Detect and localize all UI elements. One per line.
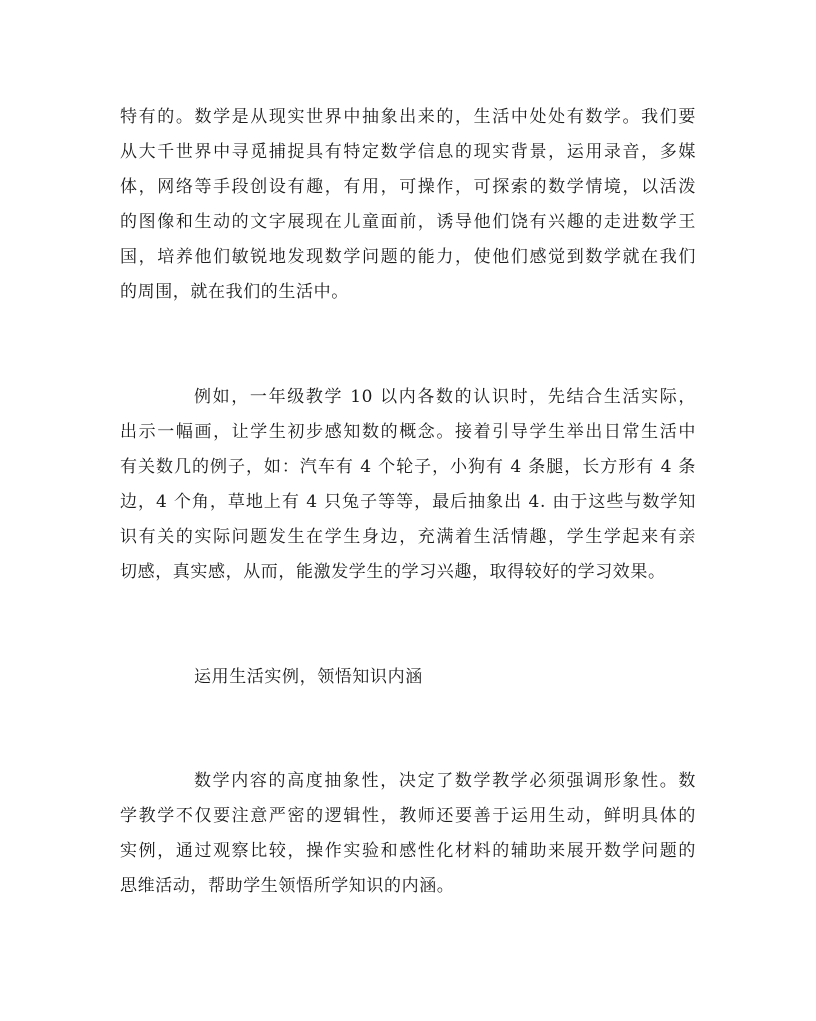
text-line: 识有关的实际问题发生在学生身边，充满着生活情趣，学生学起来有亲 bbox=[120, 527, 696, 547]
text-line: 边，4 个角，草地上有 4 只兔子等等，最后抽象出 4. 由于这些与数学知 bbox=[120, 492, 696, 512]
section-heading bbox=[120, 660, 696, 695]
paragraph-3 bbox=[120, 764, 696, 904]
text-line: 学教学不仅要注意严密的逻辑性，教师还要善于运用生动，鲜明具体的 bbox=[120, 806, 696, 826]
document-page bbox=[120, 100, 696, 904]
text-line: 体，网络等手段创设有趣，有用，可操作，可探索的数学情境，以活泼 bbox=[120, 177, 696, 197]
text-line: 的图像和生动的文字展现在儿童面前，诱导他们饶有兴趣的走进数学王 bbox=[120, 212, 696, 232]
text-line: 特有的。数学是从现实世界中抽象出来的，生活中处处有数学。我们要 bbox=[120, 107, 696, 127]
text-line: 思维活动，帮助学生领悟所学知识的内涵。 bbox=[120, 876, 455, 896]
text-line: 的周围，就在我们的生活中。 bbox=[120, 282, 349, 302]
text-line: 实例，通过观察比较，操作实验和感性化材料的辅助来展开数学问题的 bbox=[120, 841, 696, 861]
paragraph-2 bbox=[120, 380, 696, 590]
text-line: 国，培养他们敏锐地发现数学问题的能力，使他们感觉到数学就在我们 bbox=[120, 247, 696, 267]
text-line: 有关数几的例子，如：汽车有 4 个轮子，小狗有 4 条腿，长方形有 4 条 bbox=[120, 457, 696, 477]
text-line: 数学内容的高度抽象性，决定了数学教学必须强调形象性。数 bbox=[194, 771, 696, 791]
text-line: 例如，一年级教学 10 以内各数的认识时，先结合生活实际， bbox=[194, 387, 696, 407]
text-line: 从大千世界中寻觅捕捉具有特定数学信息的现实背景，运用录音，多媒 bbox=[120, 142, 696, 162]
text-line: 切感，真实感，从而，能激发学生的学习兴趣，取得较好的学习效果。 bbox=[120, 562, 666, 582]
heading-text: 运用生活实例，领悟知识内涵 bbox=[194, 667, 423, 687]
text-line: 出示一幅画，让学生初步感知数的概念。接着引导学生举出日常生活中 bbox=[120, 422, 696, 442]
paragraph-1 bbox=[120, 100, 696, 310]
